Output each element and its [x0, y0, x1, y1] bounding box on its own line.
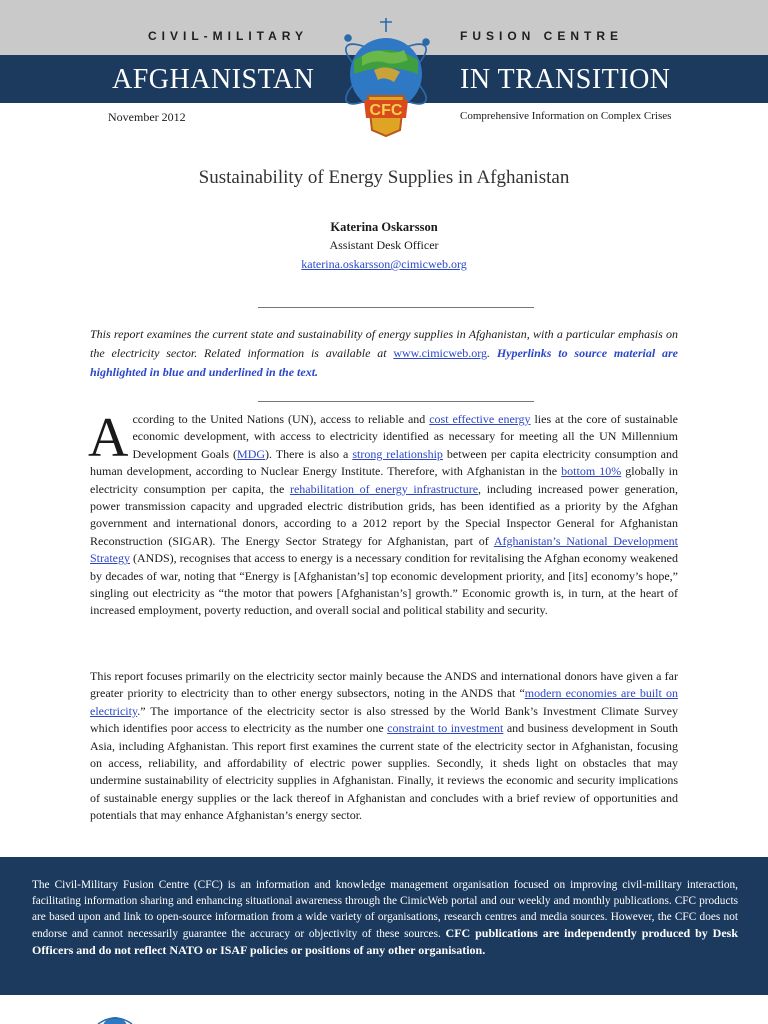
report-title: Sustainability of Energy Supplies in Afghanistan	[198, 167, 570, 188]
drop-cap: A	[88, 407, 129, 469]
link-bottom-10[interactable]: bottom 10%	[561, 464, 622, 479]
link-ands[interactable]: Afghanistan’s National Development Strategy	[90, 533, 678, 566]
svg-text:CFC: CFC	[369, 102, 403, 119]
link-mdg[interactable]: MDG	[237, 446, 266, 461]
org-name-left: CIVIL-MILITARY	[148, 29, 308, 43]
disclaimer-text: The Civil-Military Fusion Centre (CFC) is an information and knowledge management organisation focused on improving civil-military interaction, facilitating information sharing and enhancing situational awareness through the CimicWeb portal and our weekly and monthly publications. CFC products are based upon and link to open-source information from a wide variety of organisations, research centres and media sources. However, the CFC does not endorse and cannot necessarily guarantee the accuracy or objectivity of these sources. CFC publications are independently produced by Desk Officers and do not reflect NATO or ISAF policies or positions of any other organisation.	[32, 879, 738, 957]
series-title-left: AFGHANISTAN	[112, 64, 315, 95]
small-logo-icon	[92, 1014, 138, 1024]
author-email-link[interactable]: katerina.oskarsson@cimicweb.org	[301, 257, 467, 271]
footer-disclaimer	[0, 857, 768, 995]
body-paragraph-2: This report focuses primarily on the electricity sector mainly because the ANDS and international donors have given a far greater priority to electricity than to other energy subsectors, noting in the ANDS that “modern economies are built on electricity.” The importance of the electricity sector is also stressed by the World Bank’s Investment Climate Survey which identifies poor access to electricity as the number one constraint to investment and business development in South Asia, including Afghanistan. This report first examines the current state of the electricity sector in Afghanistan, focusing on access, reliability, and affordability of electric power supplies. Secondly, it sheds light on obstacles that may undermine sustainability of electricity supplies in Afghanistan. Finally, it reviews the economic and security implications of sustainable energy supplies or the lack thereof in Afghanistan and concludes with a brief review of opportunities and potentials that may enhance Afghanistan’s energy sector.	[90, 669, 679, 823]
body-paragraph-1: According to the United Nations (UN), access to reliable and cost effective energy lies at the core of sustainable economic development, with access to electricity identified as necessary for meeting all the UN Millennium Development Goals (MDG). There is also a strong relationship between per capita electricity consumption and human development, according to Nuclear Energy Institute. Therefore, with Afghanistan in the bottom 10% globally in electricity consumption per capita, the rehabilitation of energy infrastructure, including increased power generation, power transmission capacity and upgraded electric distribution grids, has been identified as a priority by the Afghan government and international donors, according to a 2012 report by the Special Inspector General for Afghanistan Reconstruction (SIGAR). The Energy Sector Strategy for Afghanistan, part of Afghanistan’s National Development Strategy (ANDS), recognises that access to energy is a necessary condition for revitalising the Afghan economy weakened by decades of war, noting that “Energy is [Afghanistan’s] top economic development priority, and [its] economy’s hope,” singling out electricity as “the motor that powers [Afghanistan’s] growth.” Economic growth is, in turn, at the heart of increased employment, poverty reduction, and overall social and political stability and security.	[88, 407, 679, 618]
disclaimer-bold: CFC publications are independently produced by Desk Officers and do not reflect NATO or ISAF policies or positions of any other organisation.	[32, 926, 738, 957]
series-title-right: IN TRANSITION	[460, 64, 671, 95]
abstract: This report examines the current state and sustainability of energy supplies in Afghanistan, with a particular emphasis on the electricity sector. Related information is available at www.cimicweb.org. Hyperlinks to source material are highlighted in blue and underlined in the text.	[90, 327, 679, 379]
cimicweb-link[interactable]: www.cimicweb.org	[393, 346, 487, 360]
link-constraint-to-investment[interactable]: constraint to investment	[387, 721, 504, 736]
link-modern-economies[interactable]: modern economies are built on electricity	[90, 686, 679, 718]
header-tagline: Comprehensive Information on Complex Crises	[460, 110, 672, 122]
author-role: Assistant Desk Officer	[329, 238, 439, 252]
divider-top	[258, 307, 534, 308]
org-name-right: FUSION CENTRE	[460, 29, 624, 43]
divider-bottom	[258, 401, 534, 402]
publication-date: November 2012	[108, 110, 186, 124]
link-rehabilitation[interactable]: rehabilitation of energy infrastructure	[289, 481, 479, 496]
link-cost-effective-energy[interactable]: cost effective energy	[429, 412, 531, 426]
author-name: Katerina Oskarsson	[330, 220, 438, 234]
hyperlink-note: Hyperlinks to source material are highlighted in blue and underlined in the text.	[90, 346, 679, 379]
link-strong-relationship[interactable]: strong relationship	[352, 446, 443, 461]
author-email	[0, 257, 768, 272]
cfc-logo-icon	[334, 12, 438, 140]
